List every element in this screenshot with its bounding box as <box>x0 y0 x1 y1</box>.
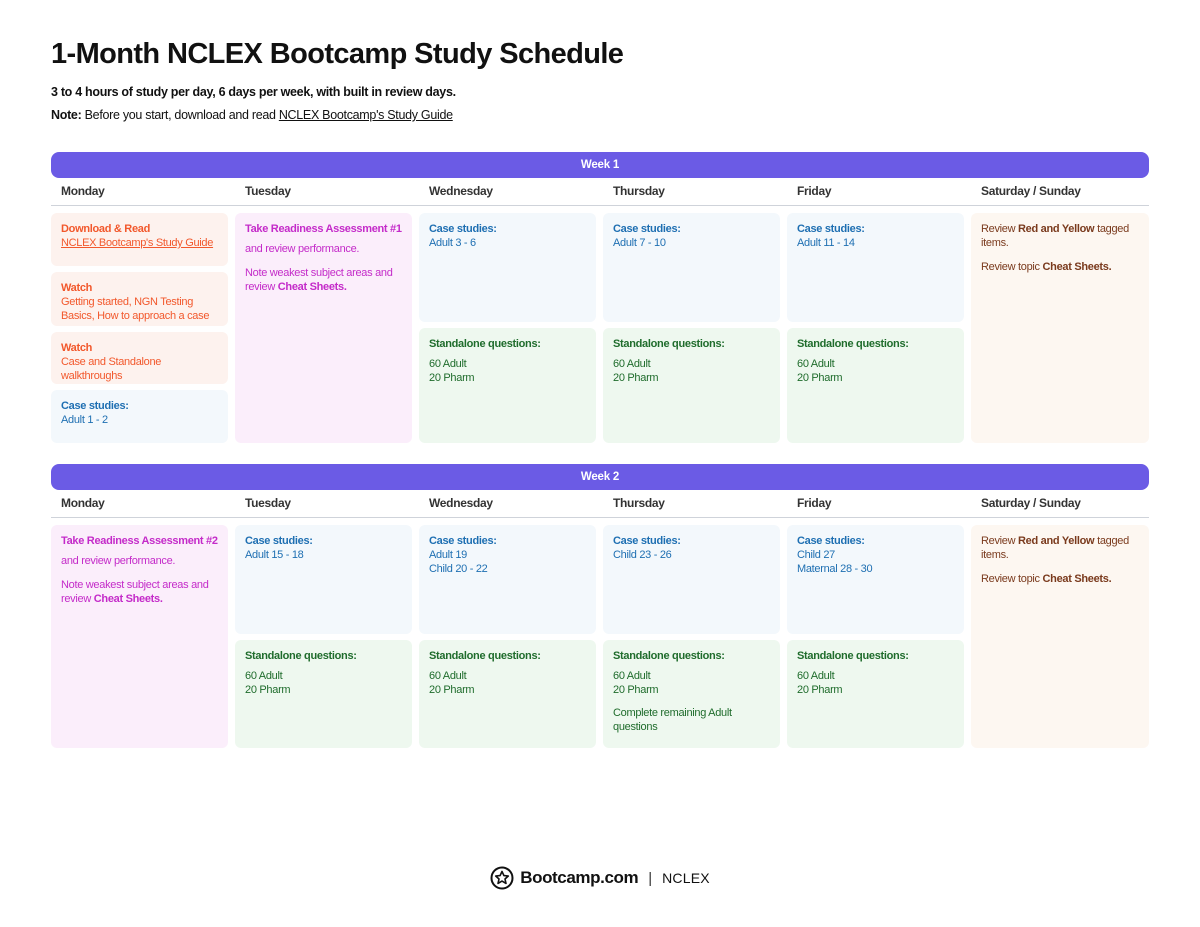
task-title: Case studies: <box>429 223 497 235</box>
task-case-studies <box>51 390 228 443</box>
task-text: Child 23 - 26 <box>613 549 672 561</box>
task-standalone-questions <box>787 328 964 443</box>
task-title: Case studies: <box>429 535 497 547</box>
task-text: Child 20 - 22 <box>429 563 488 575</box>
task-readiness-assessment-2 <box>51 525 228 748</box>
footer <box>0 866 1200 895</box>
day-header-saturday-sunday: Saturday / Sunday <box>981 496 1081 510</box>
note-line <box>51 108 453 122</box>
task-title: Standalone questions: <box>245 650 357 662</box>
day-header-thursday: Thursday <box>613 184 665 198</box>
task-text: Adult 19 <box>429 549 467 561</box>
task-title: Standalone questions: <box>429 338 541 350</box>
task-standalone-questions <box>235 640 412 748</box>
task-text: Review topic Cheat Sheets. <box>981 573 1112 585</box>
task-case-studies <box>419 213 596 322</box>
day-header-friday: Friday <box>797 184 832 198</box>
task-title: Standalone questions: <box>613 338 725 350</box>
day-header-monday: Monday <box>61 184 105 198</box>
day-header-tuesday: Tuesday <box>245 496 291 510</box>
task-standalone-questions <box>787 640 964 748</box>
task-title: Download & Read <box>61 223 151 235</box>
task-case-studies <box>419 525 596 634</box>
task-text: 20 Pharm <box>245 684 291 696</box>
task-text: 60 Adult <box>797 358 835 370</box>
week-2-grid <box>51 518 1149 758</box>
task-text: Child 27 <box>797 549 835 561</box>
task-standalone-questions <box>603 328 780 443</box>
task-case-studies <box>787 213 964 322</box>
week-2-bar: Week 2 <box>51 464 1149 490</box>
task-text: Review Red and Yellow tagged items. <box>981 223 1129 249</box>
week-1-bar: Week 1 <box>51 152 1149 178</box>
footer-separator: | <box>648 869 653 887</box>
task-title: Case studies: <box>797 535 865 547</box>
task-text: Adult 11 - 14 <box>797 237 855 249</box>
task-text: 60 Adult <box>613 670 651 682</box>
page-title: 1-Month NCLEX Bootcamp Study Schedule <box>51 38 624 70</box>
task-text: 20 Pharm <box>797 684 843 696</box>
task-text: 20 Pharm <box>429 684 475 696</box>
page-subtitle: 3 to 4 hours of study per day, 6 days per week, with built in review days. <box>51 85 456 99</box>
task-case-studies <box>603 213 780 322</box>
task-watch-walkthroughs <box>51 332 228 384</box>
task-standalone-questions <box>603 640 780 748</box>
note-text: Before you start, download and read <box>81 108 279 122</box>
task-text: 20 Pharm <box>429 372 475 384</box>
note-label: Note: <box>51 108 82 122</box>
star-badge-icon <box>490 866 514 890</box>
task-readiness-assessment-1 <box>235 213 412 443</box>
task-text: 60 Adult <box>245 670 283 682</box>
task-text: Adult 7 - 10 <box>613 237 666 249</box>
task-case-studies <box>603 525 780 634</box>
task-title: Take Readiness Assessment #1 <box>245 223 402 235</box>
task-download-guide <box>51 213 228 266</box>
task-standalone-questions <box>419 328 596 443</box>
task-title: Standalone questions: <box>797 338 909 350</box>
task-title: Take Readiness Assessment #2 <box>61 535 218 547</box>
task-text: Adult 3 - 6 <box>429 237 476 249</box>
task-case-studies <box>235 525 412 634</box>
task-text: and review performance. <box>245 243 360 255</box>
task-weekend-review <box>971 213 1149 443</box>
task-text: Getting started, NGN Testing Basics, How to approach a case <box>61 296 210 322</box>
task-standalone-questions <box>419 640 596 748</box>
study-guide-link[interactable]: NCLEX Bootcamp's Study Guide <box>61 237 214 249</box>
day-header-friday: Friday <box>797 496 832 510</box>
task-text: Adult 15 - 18 <box>245 549 304 561</box>
task-title: Case studies: <box>245 535 313 547</box>
study-guide-link[interactable]: NCLEX Bootcamp's Study Guide <box>278 108 453 122</box>
task-case-studies <box>787 525 964 634</box>
day-header-tuesday: Tuesday <box>245 184 291 198</box>
footer-brand: Bootcamp.com <box>520 868 639 887</box>
task-text: Maternal 28 - 30 <box>797 563 873 575</box>
week-2 <box>51 464 1149 758</box>
task-text: 20 Pharm <box>613 372 659 384</box>
task-text: 60 Adult <box>429 358 467 370</box>
task-text: Adult 1 - 2 <box>61 414 108 426</box>
task-text: Review Red and Yellow tagged items. <box>981 535 1129 561</box>
task-text: 60 Adult <box>613 358 651 370</box>
task-text: 20 Pharm <box>613 684 659 696</box>
task-title: Case studies: <box>61 400 129 412</box>
task-text: and review performance. <box>61 555 176 567</box>
day-header-monday: Monday <box>61 496 105 510</box>
task-text: Note weakest subject areas and review Cheat Sheets. <box>61 579 209 605</box>
day-header-wednesday: Wednesday <box>429 184 493 198</box>
task-title: Standalone questions: <box>797 650 909 662</box>
task-text: 20 Pharm <box>797 372 843 384</box>
task-text: Case and Standalone walkthroughs <box>61 356 162 382</box>
day-header-thursday: Thursday <box>613 496 665 510</box>
task-text: Note weakest subject areas and review Cheat Sheets. <box>245 267 393 293</box>
task-watch-getting-started <box>51 272 228 326</box>
task-text: 60 Adult <box>429 670 467 682</box>
task-title: Standalone questions: <box>613 650 725 662</box>
task-text: Complete remaining Adult questions <box>613 707 732 733</box>
week-2-day-headers <box>51 490 1149 518</box>
task-title: Watch <box>61 342 93 354</box>
day-header-saturday-sunday: Saturday / Sunday <box>981 184 1081 198</box>
task-title: Watch <box>61 282 93 294</box>
week-1-day-headers <box>51 178 1149 206</box>
task-title: Case studies: <box>613 223 681 235</box>
task-text: 60 Adult <box>797 670 835 682</box>
task-title: Case studies: <box>613 535 681 547</box>
task-title: Case studies: <box>797 223 865 235</box>
task-title: Standalone questions: <box>429 650 541 662</box>
task-weekend-review <box>971 525 1149 748</box>
week-1-grid <box>51 206 1149 446</box>
week-1 <box>51 152 1149 446</box>
task-text: Review topic Cheat Sheets. <box>981 261 1112 273</box>
footer-product: NCLEX <box>662 870 710 886</box>
day-header-wednesday: Wednesday <box>429 496 493 510</box>
